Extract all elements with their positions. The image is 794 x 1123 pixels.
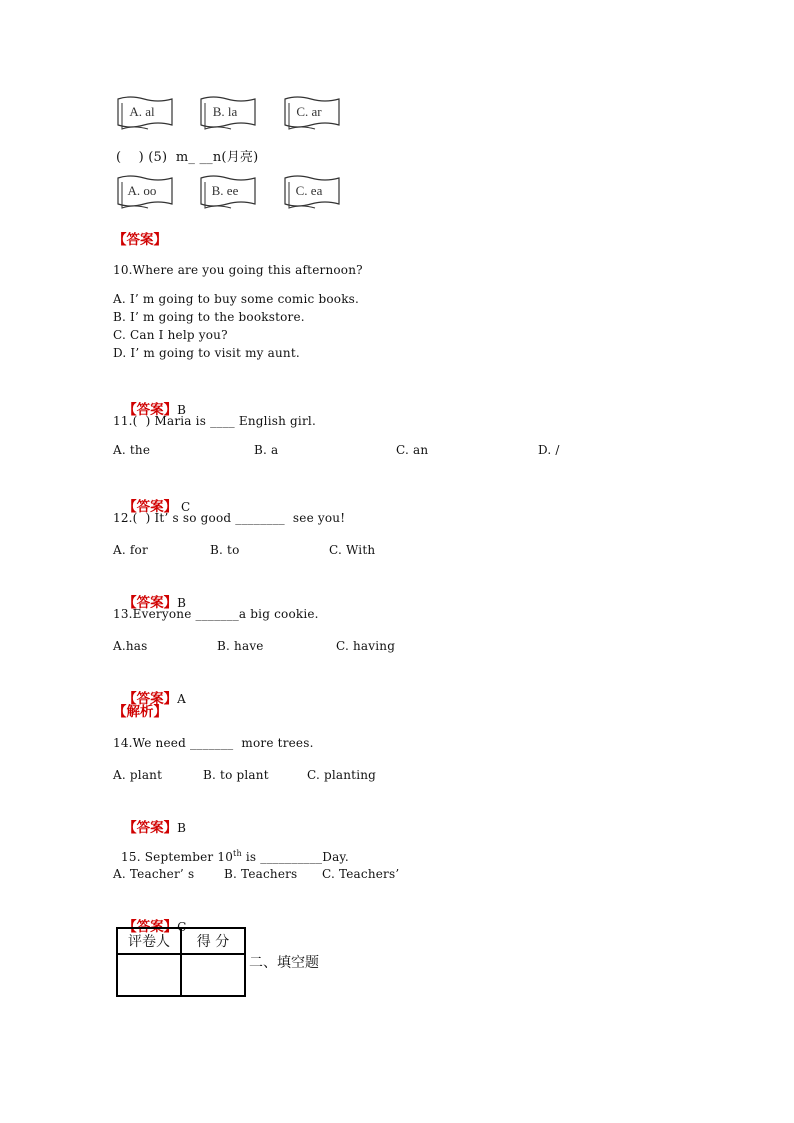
option-c: C. With <box>329 543 376 557</box>
option-label: C. ar <box>296 104 322 119</box>
answer-line <box>113 476 190 515</box>
option-b: B. a <box>254 443 279 457</box>
answer-tag: 【答案】 <box>123 595 178 611</box>
option-b: B. have <box>217 639 264 653</box>
answer-tag: 【答案】 <box>123 691 178 707</box>
answer-line <box>113 379 186 418</box>
answer-line <box>113 572 186 611</box>
option-flag-c <box>283 96 341 130</box>
answer-tag: 【答案】 <box>123 919 178 935</box>
question-10: 10.Where are you going this afternoon? <box>113 263 363 277</box>
option-label: C. ea <box>295 183 323 198</box>
option-flag-a <box>116 96 174 130</box>
answer-tag: 【答案】 <box>123 402 178 418</box>
answer-tag: 【答案】 <box>123 499 178 515</box>
answer-tag: 【答案】 <box>113 232 167 248</box>
answer-value: B <box>177 403 186 417</box>
grader-header: 评卷人 <box>117 928 181 954</box>
option-flag-c <box>283 175 341 209</box>
question-15-end: is __________Day. <box>241 850 349 864</box>
option-d: D. I’ m going to visit my aunt. <box>113 346 300 360</box>
option-flag-b <box>199 175 257 209</box>
option-a: A.has <box>113 639 148 653</box>
option-flag-b <box>199 96 257 130</box>
option-a: A. I’ m going to buy some comic books. <box>113 292 360 306</box>
question-14: 14.We need _______ more trees. <box>113 736 314 750</box>
question-15 <box>113 835 349 864</box>
question-13: 13.Everyone _______a big cookie. <box>113 607 319 621</box>
grader-cell[interactable] <box>117 954 181 996</box>
question-item-5: ( ) (5) m_ __n(月亮) <box>116 150 259 165</box>
option-c: C. planting <box>307 768 377 782</box>
answer-tag: 【答案】 <box>123 820 178 836</box>
ordinal-suffix: th <box>233 849 242 858</box>
option-a: A. the <box>113 443 151 457</box>
option-a: A. Teacher’ s <box>113 867 195 881</box>
option-c: C. having <box>336 639 396 653</box>
score-cell[interactable] <box>181 954 245 996</box>
analysis-tag: 【解析】 <box>113 704 167 720</box>
question-15-start: 15. September 10 <box>121 850 234 864</box>
option-d: D. / <box>538 443 560 457</box>
score-table <box>116 927 246 997</box>
question-11: 11.( ) Maria is ____ English girl. <box>113 414 316 428</box>
answer-line <box>113 797 186 836</box>
option-c: C. Teachers’ <box>322 867 400 881</box>
option-label: A. oo <box>127 183 157 198</box>
option-b: B. to <box>210 543 240 557</box>
answer-value: B <box>177 821 186 835</box>
option-c: C. an <box>396 443 429 457</box>
answer-value: C <box>177 920 187 934</box>
answer-value: B <box>177 596 186 610</box>
option-flag-a <box>116 175 174 209</box>
option-c: C. Can I help you? <box>113 328 228 342</box>
option-label: B. ee <box>211 183 239 198</box>
section-title: 二、填空题 <box>249 955 319 971</box>
answer-value: A <box>177 692 186 706</box>
option-b: B. Teachers <box>224 867 298 881</box>
option-b: B. I’ m going to the bookstore. <box>113 310 305 324</box>
question-12: 12.( ) It’ s so good ________ see you! <box>113 511 346 525</box>
option-label: A. al <box>129 104 155 119</box>
option-label: B. la <box>212 104 238 119</box>
option-a: A. plant <box>113 768 163 782</box>
option-b: B. to plant <box>203 768 269 782</box>
score-header: 得 分 <box>181 928 245 954</box>
answer-value: C <box>177 500 191 514</box>
option-a: A. for <box>113 543 148 557</box>
